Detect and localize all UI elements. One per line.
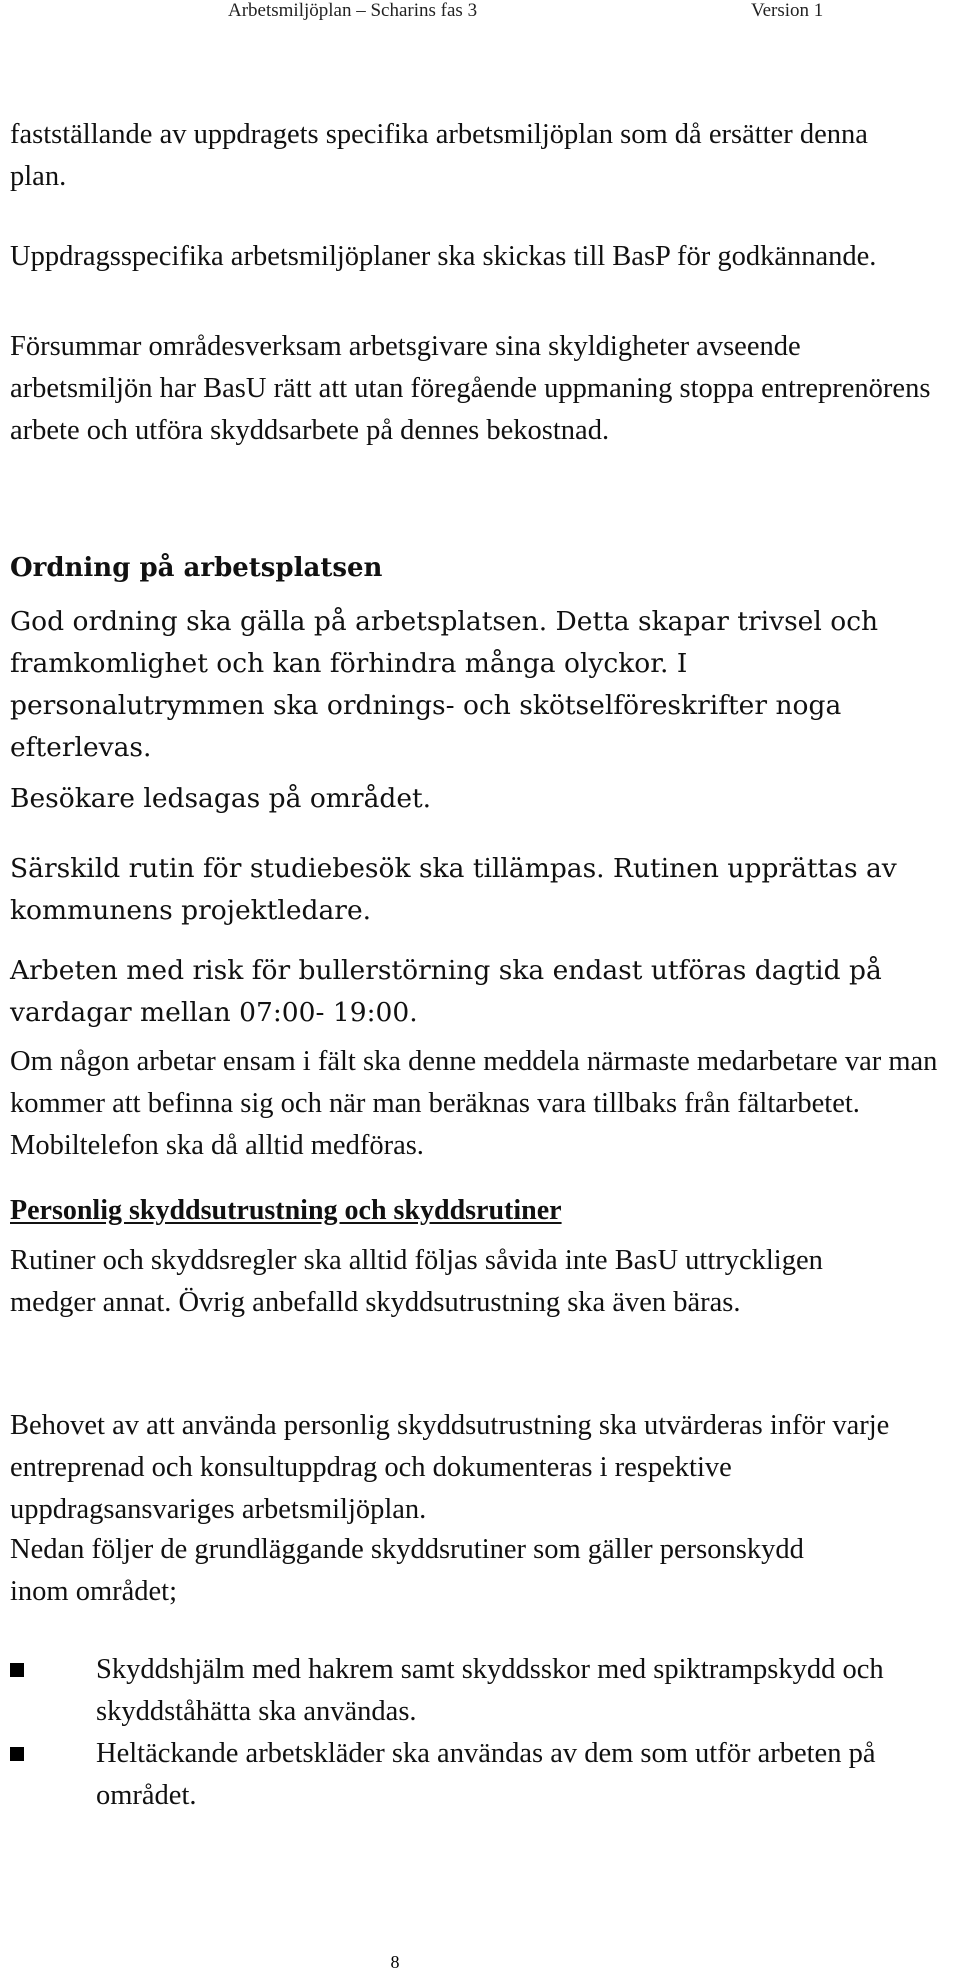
paragraph-ppe-evaluation: Behovet av att använda personlig skyddsutrustning ska utvärderas inför varje entreprenad och konsultuppdrag och dokumenteras i respektive uppdragsansvariges arbetsmiljöplan. — [10, 1410, 890, 1525]
paragraph-neglect: Försummar områdesverksam arbetsgivare sina skyldigheter avseende arbetsmiljön har BasU rätt att utan föregående uppmaning stoppa entreprenörens arbete och utföra skyddsarbete på dennes bekostnad. — [10, 331, 931, 446]
paragraph-plan-replacement: fastställande av uppdragets specifika arbetsmiljöplan som då ersätter denna plan. — [10, 119, 868, 192]
square-bullet-icon — [10, 1663, 24, 1677]
page-header — [0, 0, 960, 30]
square-bullet-icon — [10, 1747, 24, 1761]
paragraph-good-order: God ordning ska gälla på arbetsplatsen. Detta skapar trivsel och framkomlighet och kan förhindra många olyckor. I personalutrymmen ska ordnings- och skötselföreskrifter noga efterlevas. — [10, 606, 879, 763]
document-title: Arbetsmiljöplan – Scharins fas 3 — [228, 0, 478, 21]
paragraph-approval: Uppdragsspecifika arbetsmiljöplaner ska skickas till BasP för godkännande. — [10, 241, 877, 272]
heading-personal-protective-equipment: Personlig skyddsutrustning och skyddsrutiner — [10, 1195, 562, 1226]
list-item-text: Skyddshjälm med hakrem samt skyddsskor med spiktrampskydd och skyddståhätta ska användas. — [96, 1654, 884, 1727]
document-version: Version 1 — [751, 0, 824, 21]
paragraph-working-alone: Om någon arbetar ensam i fält ska denne meddela närmaste medarbetare var man kommer att befinna sig och när man beräknas vara tillbaks från fältarbetet. Mobiltelefon ska då alltid medföras. — [10, 1046, 938, 1161]
paragraph-noise: Arbeten med risk för bullerstörning ska endast utföras dagtid på vardagar mellan 07:00- 19:00. — [10, 955, 882, 1028]
heading-order-at-workplace: Ordning på arbetsplatsen — [10, 553, 383, 583]
paragraph-study-visits: Särskild rutin för studiebesök ska tillämpas. Rutinen upprättas av kommunens projektledare. — [10, 853, 897, 926]
paragraph-visitors: Besökare ledsagas på området. — [10, 783, 432, 814]
paragraph-basic-routines: Nedan följer de grundläggande skyddsrutiner som gäller personskydd inom området; — [10, 1534, 804, 1607]
paragraph-safety-rules: Rutiner och skyddsregler ska alltid följas såvida inte BasU uttryckligen medger annat. Övrig anbefalld skyddsutrustning ska även bäras. — [10, 1245, 823, 1318]
page-number: 8 — [390, 1952, 400, 1972]
list-item-text: Heltäckande arbetskläder ska användas av dem som utför arbeten på området. — [96, 1738, 876, 1811]
